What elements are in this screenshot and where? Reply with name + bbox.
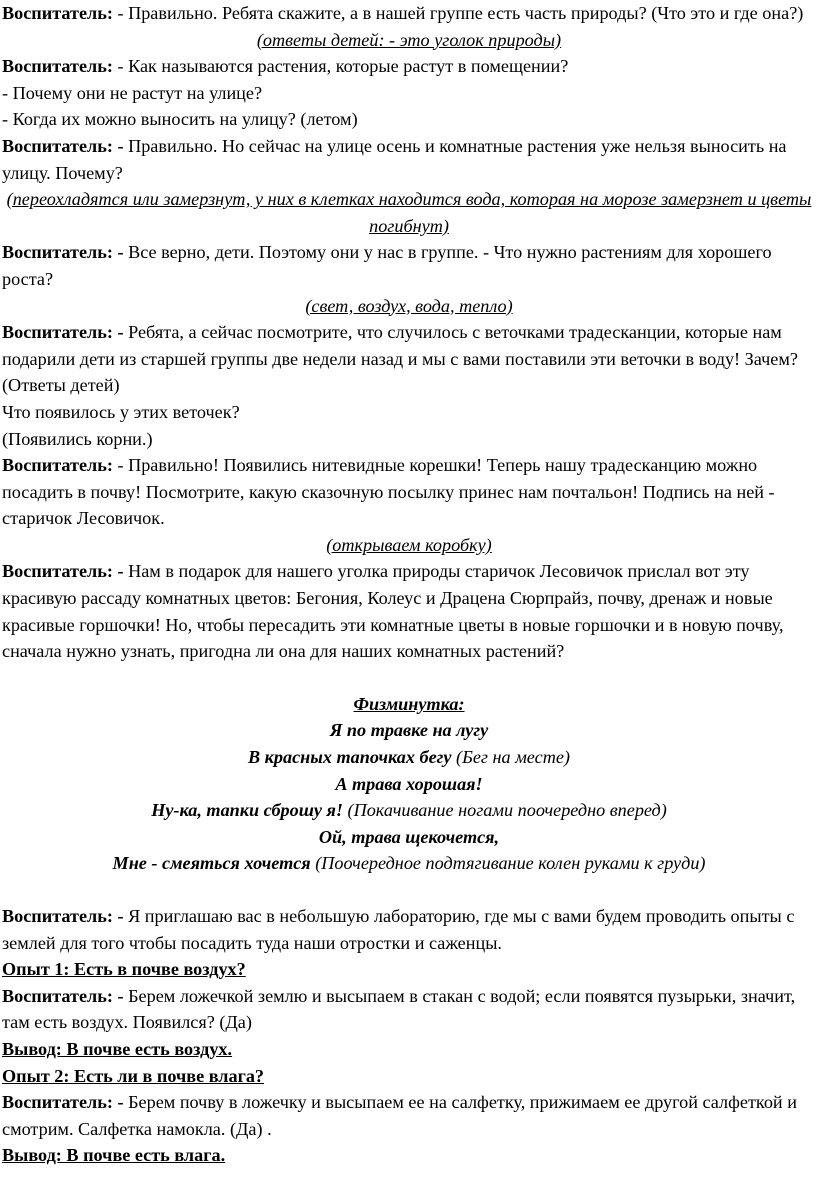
poem-text: А трава хорошая! (335, 773, 483, 794)
spacer (2, 665, 816, 691)
conclusion-heading: Вывод: В почве есть воздух. (2, 1038, 233, 1059)
dash: - (112, 242, 129, 263)
paragraph-text: - Правильно. Ребята скажите, а в нашей группе есть часть природы? (Что это и где она?) (112, 3, 804, 23)
poem-line (2, 744, 816, 771)
paragraph-text: Правильно. Но сейчас на улице осень и комнатные растения уже нельзя выносить на улицу. Почему? (2, 135, 787, 183)
paragraph (2, 558, 816, 664)
dash: - (112, 322, 129, 343)
paragraph-text: Нам в подарок для нашего уголка природы старичок Лесовичок прислал вот эту красивую рассаду комнатных цветов: Бегония, Колеус и Драцена Сюрпрайз, почву, дренаж и новые красивые горшочки! Но, чтобы пересадить эти комнатные цветы в новые горшочки и в новую почву, сначала нужно узнать, пригодна ли она для наших комнатных растений? (2, 561, 784, 662)
paragraph (2, 1089, 816, 1142)
paragraph-text: Ребята, а сейчас посмотрите, что случилось с веточками традесканции, которые нам подарили дети из старшей группы две недели назад и мы с вами поставили эти веточки в воду! Зачем? (2, 322, 798, 369)
paragraph-text: - Как называются растения, которые растут в помещении? (112, 56, 569, 77)
poem-text: Мне - смеяться хочется (112, 853, 311, 874)
answer-line: (Ответы детей) (2, 375, 120, 396)
conclusion-heading: Вывод: В почве есть влага. (2, 1145, 226, 1166)
paragraph-text: Берем почву в ложечку и высыпаем ее на салфетку, прижимаем ее другой салфеткой и смотрим. Салфетка намокла. (Да) . (2, 1092, 797, 1139)
poem-text: Ну-ка, тапки сброшу я! (151, 800, 343, 821)
speaker-label: Воспитатель: (2, 561, 113, 582)
paragraph-text: - Правильно! Появились нитевидные корешки! Теперь нашу традесканцию можно посадить в почву! Посмотрите, какую сказочную посылку принес нам почтальон! Подпись на ней - старичок Лесовичок. (2, 455, 775, 529)
paragraph (2, 239, 816, 292)
answer-line: (Появились корни.) (2, 428, 153, 449)
poem-line (2, 797, 816, 824)
poem-text: В красных тапочках бегу (248, 747, 452, 768)
poem-note: (Бег на месте) (451, 747, 570, 768)
paragraph (2, 53, 816, 80)
paragraph (2, 319, 816, 372)
poem-text: Я по травке на лугу (329, 720, 489, 741)
question-line: - Когда их можно выносить на улицу? (летом) (2, 109, 358, 130)
question-line: - Почему они не растут на улице? (2, 82, 263, 103)
children-answer: (переохладятся или замерзнут, у них в клетках находится вода, которая на морозе замерзнет и цветы погибнут) (6, 189, 812, 236)
poem-note: (Поочередное подтягивание колен руками к груди) (310, 853, 706, 874)
speaker-label: Воспитатель: (2, 906, 113, 926)
speaker-label: Воспитатель: (2, 455, 113, 476)
paragraph-text: Берем ложечкой землю и высыпаем в стакан с водой; если появятся пузырьки, значит, там есть воздух. Появился? (Да) (2, 985, 796, 1033)
poem-line (2, 824, 816, 851)
poem-line (2, 850, 816, 877)
speaker-label: Воспитатель: (2, 3, 113, 23)
experiment-heading: Опыт 2: Есть ли в почве влага? (2, 1065, 265, 1086)
poem-line (2, 771, 816, 798)
dash: - (112, 985, 129, 1006)
poem-line (2, 717, 816, 744)
speaker-label: Воспитатель: (2, 135, 113, 156)
speaker-label: Воспитатель: (2, 242, 113, 263)
question-line: Что появилось у этих веточек? (2, 401, 240, 422)
dash: - (112, 561, 129, 582)
paragraph (2, 133, 816, 186)
paragraph-text: Я приглашаю вас в небольшую лабораторию, где мы с вами будем проводить опыты с землей для того чтобы посадить туда наши отростки и саженцы. (2, 906, 795, 953)
speaker-label: Воспитатель: (2, 1092, 113, 1113)
paragraph (2, 983, 816, 1036)
spacer (2, 877, 816, 903)
poem-note: (Покачивание ногами поочередно вперед) (342, 800, 667, 821)
fizminutka-title: Физминутка: (353, 693, 465, 714)
fizminutka-block (2, 691, 816, 877)
children-answer: (открываем коробку) (326, 534, 492, 555)
dash: - (112, 135, 129, 156)
speaker-label: Воспитатель: (2, 985, 113, 1006)
experiment-heading: Опыт 1: Есть в почве воздух? (2, 959, 246, 980)
poem-text: Ой, трава щекочется, (318, 826, 500, 847)
speaker-label: Воспитатель: (2, 322, 113, 343)
dash: - (112, 1092, 129, 1113)
paragraph (2, 0, 816, 27)
speaker-label: Воспитатель: (2, 56, 113, 77)
dash: - (112, 906, 129, 926)
children-answer: (ответы детей: - это уголок природы) (256, 29, 562, 50)
paragraph (2, 452, 816, 532)
paragraph (2, 903, 816, 956)
paragraph-text: Все верно, дети. Поэтому они у нас в группе. - Что нужно растениям для хорошего роста? (2, 242, 772, 289)
children-answer: (свет, воздух, вода, тепло) (305, 295, 513, 316)
